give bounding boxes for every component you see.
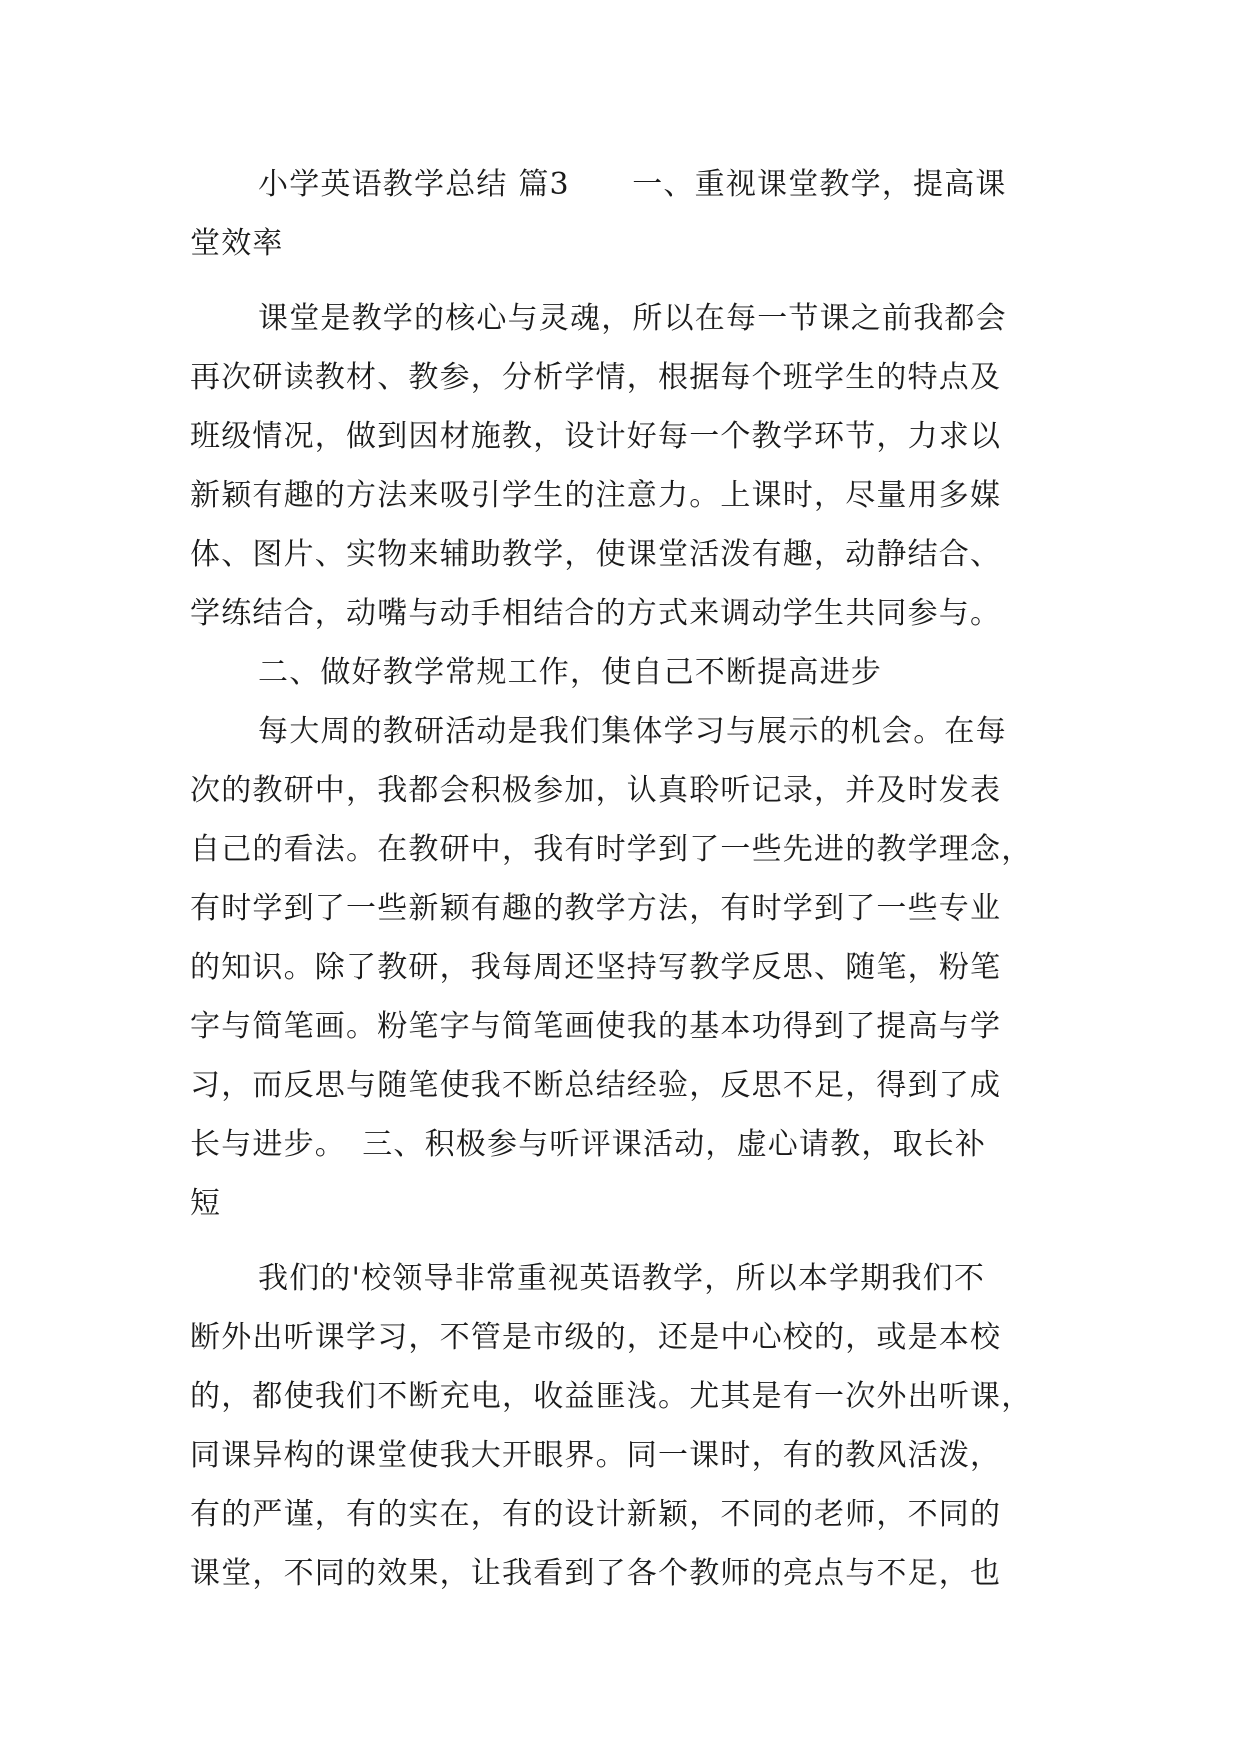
- text-line: 长与进步。 三、积极参与听评课活动，虚心请教，取长补: [190, 1127, 987, 1162]
- paragraph-gap: [190, 1233, 1050, 1249]
- text-line: 再次研读教材、教参，分析学情，根据每个班学生的特点及: [190, 360, 1002, 395]
- text-line: 习，而反思与随笔使我不断总结经验，反思不足，得到了成: [190, 1068, 1002, 1103]
- text-line: 课堂，不同的效果，让我看到了各个教师的亮点与不足，也: [190, 1556, 1002, 1591]
- text-line: 的知识。除了教研，我每周还坚持写教学反思、随笔，粉笔: [190, 950, 1002, 985]
- text-line: 断外出听课学习，不管是市级的，还是中心校的，或是本校: [190, 1320, 1002, 1355]
- text-line: 体、图片、实物来辅助教学，使课堂活泼有趣，动静结合、: [190, 537, 1002, 572]
- text-line: 短: [190, 1186, 222, 1221]
- text-line: 我们的'校领导非常重视英语教学，所以本学期我们不: [258, 1261, 986, 1296]
- text-line: 课堂是教学的核心与灵魂，所以在每一节课之前我都会: [258, 301, 1007, 336]
- text-line: 二、做好教学常规工作，使自己不断提高进步: [258, 655, 882, 690]
- text-line: 每大周的教研活动是我们集体学习与展示的机会。在每: [258, 714, 1007, 749]
- text-line: 自己的看法。在教研中，我有时学到了一些先进的教学理念，: [190, 832, 1033, 867]
- paragraph-gap: [190, 273, 1050, 289]
- text-line: 学练结合，动嘴与动手相结合的方式来调动学生共同参与。: [190, 596, 1002, 631]
- text-line: 小学英语教学总结 篇3 一、重视课堂教学，提高课: [258, 167, 1007, 202]
- text-line: 字与简笔画。粉笔字与简笔画使我的基本功得到了提高与学: [190, 1009, 1002, 1044]
- text-line: 的，都使我们不断充电，收益匪浅。尤其是有一次外出听课，: [190, 1379, 1033, 1414]
- text-line: 有的严谨，有的实在，有的设计新颖，不同的老师，不同的: [190, 1497, 1002, 1532]
- text-line: 班级情况，做到因材施教，设计好每一个教学环节，力求以: [190, 419, 1002, 454]
- text-line: 堂效率: [190, 226, 284, 261]
- text-line: 有时学到了一些新颖有趣的教学方法，有时学到了一些专业: [190, 891, 1002, 926]
- document-body: [190, 155, 1050, 1603]
- text-line: 次的教研中，我都会积极参加，认真聆听记录，并及时发表: [190, 773, 1002, 808]
- text-line: 新颖有趣的方法来吸引学生的注意力。上课时，尽量用多媒: [190, 478, 1002, 513]
- text-line: 同课异构的课堂使我大开眼界。同一课时，有的教风活泼，: [190, 1438, 1002, 1473]
